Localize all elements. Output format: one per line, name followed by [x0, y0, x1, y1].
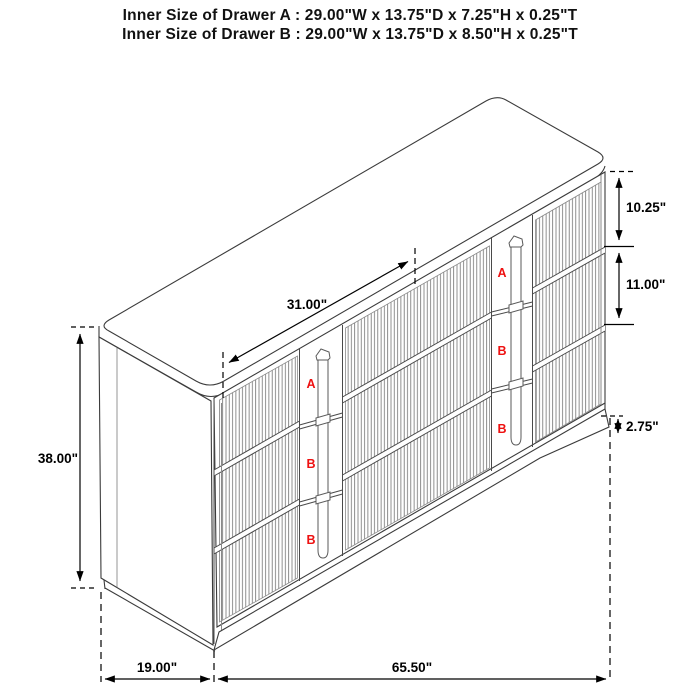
handle-left: [316, 349, 330, 558]
fluted-section-left: [220, 356, 298, 622]
dim-overall-height-label: 38.00": [37, 451, 78, 466]
dim-overall-depth-label: 19.00": [136, 660, 178, 675]
drawer-label-right-a: A: [497, 266, 507, 280]
handle-left-bar: [318, 360, 328, 558]
fluted-section-right: [536, 182, 602, 442]
dim-base-height-label: 2.75": [626, 419, 659, 434]
dim-overall-height: [71, 327, 101, 682]
dim-drawer-a-height-label: 10.25": [626, 200, 667, 215]
title-drawer-b: Inner Size of Drawer B : 29.00"W x 13.75"D x 8.50"H x 0.25"T: [122, 26, 578, 43]
dresser-side-panel: [99, 337, 213, 645]
dim-overall-width-label: 65.50": [391, 660, 433, 675]
dim-drawer-width-label: 31.00": [286, 297, 328, 312]
dim-drawer-heights: [604, 172, 634, 325]
drawer-label-right-b2: B: [497, 422, 507, 436]
drawer-label-left-b1: B: [306, 457, 316, 471]
drawer-label-right-b1: B: [497, 344, 507, 358]
handle-right: [509, 236, 523, 445]
dim-footprint: [105, 651, 606, 682]
title-drawer-a: Inner Size of Drawer A : 29.00"W x 13.75"D x 7.25"H x 0.25"T: [122, 7, 578, 24]
drawer-label-left-a: A: [306, 377, 316, 391]
dim-drawer-b-height-label: 11.00": [626, 277, 666, 292]
handle-right-bar: [511, 247, 521, 445]
drawer-label-left-b2: B: [306, 533, 316, 547]
dresser-drawing: [99, 98, 609, 651]
dim-base-height: [601, 416, 623, 682]
